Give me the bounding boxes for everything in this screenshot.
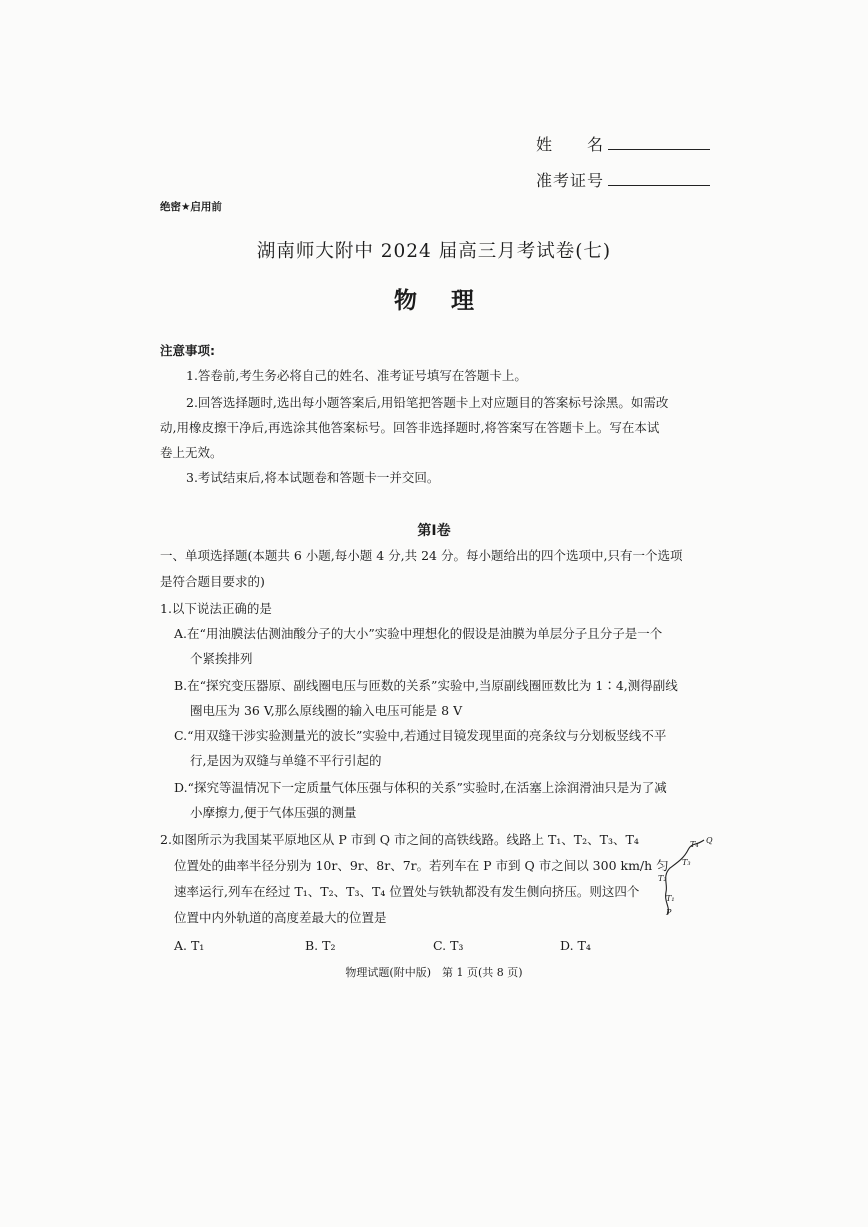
confidential-label: 绝密★启用前 [160,201,222,213]
label-t2: T₂ [658,874,667,883]
q2-line1: 2.如图所示为我国某平原地区从 P 市到 Q 市之间的高铁线路。线路上 T₁、T₂、T₃、T₄ [160,832,639,847]
subject-title: 物理 [394,288,508,314]
q1-stem: 1.以下说法正确的是 [160,601,272,616]
q1-option-d-cont: 小摩擦力,便于气体压强的测量 [190,805,357,820]
notice-item-2: 2.回答选择题时,选出每小题答案后,用铅笔把答题卡上对应题目的答案标号涂黑。如需改 [186,395,669,410]
section-heading-line1: 一、单项选择题(本题共 6 小题,每小题 4 分,共 24 分。每小题给出的四个选项中,只有一个选项 [160,548,683,563]
section-heading-line2: 是符合题目要求的) [160,574,265,589]
q2-option-c: C. T₃ [433,938,464,953]
label-q: Q [706,836,713,845]
page-footer: 物理试题(附中版) 第 1 页(共 8 页) [345,966,523,979]
q2-option-b: B. T₂ [305,938,336,953]
notice-item-1: 1.答卷前,考生务必将自己的姓名、准考证号填写在答题卡上。 [186,368,527,383]
exam-id-field[interactable] [536,168,710,191]
notice-item-2-cont2: 卷上无效。 [160,445,223,460]
name-label: 姓 名 [536,135,605,154]
name-underline[interactable] [608,133,710,150]
label-t4: T₄ [690,840,699,849]
q2-option-d: D. T₄ [560,938,591,953]
name-field[interactable] [536,132,710,155]
exam-id-label: 准考证号 [536,171,605,190]
q1-option-b-cont: 圈电压为 36 V,那么原线圈的输入电压可能是 8 V [190,703,463,718]
exam-id-underline[interactable] [608,169,710,186]
q1-option-b: B.在“探究变压器原、副线圈电压与匝数的关系”实验中,当原副线圈匝数比为 1∶4,测得副线 [174,678,678,693]
q2-line4: 位置中内外轨道的高度差最大的位置是 [174,910,387,925]
label-t1: T₁ [666,894,675,903]
q1-option-a-cont: 个紧挨排列 [190,651,253,666]
notice-item-2-cont: 动,用橡皮擦干净后,再选涂其他答案标号。回答非选择题时,将答案写在答题卡上。写在本试 [160,420,660,435]
q1-option-c: C.“用双缝干涉实验测量光的波长”实验中,若通过目镜发现里面的亮条纹与分划板竖线不平 [174,728,667,743]
railway-diagram [648,832,718,922]
q1-option-c-cont: 行,是因为双缝与单缝不平行引起的 [190,753,382,768]
q2-option-a: A. T₁ [174,938,205,953]
exam-title: 湖南师大附中 2024 届高三月考试卷(七) [256,241,612,262]
q1-option-d: D.“探究等温情况下一定质量气体压强与体积的关系”实验时,在活塞上涂润滑油只是为了减 [174,780,667,795]
label-t3: T₃ [682,858,691,867]
notice-heading: 注意事项: [160,343,215,358]
q1-option-a: A.在“用油膜法估测油酸分子的大小”实验中理想化的假设是油膜为单层分子且分子是一个 [174,626,663,641]
section-heading [160,544,682,567]
notice-item-3: 3.考试结束后,将本试题卷和答题卡一并交回。 [186,470,440,485]
q2-line3: 速率运行,列车在经过 T₁、T₂、T₃、T₄ 位置处与铁轨都没有发生侧向挤压。则这四个 [174,884,640,899]
q2-line2: 位置处的曲率半径分别为 10r、9r、8r、7r。若列车在 P 市到 Q 市之间以 300 km/h 匀 [174,858,669,873]
part-title: 第Ⅰ卷 [417,523,451,539]
label-p: P [666,908,672,917]
